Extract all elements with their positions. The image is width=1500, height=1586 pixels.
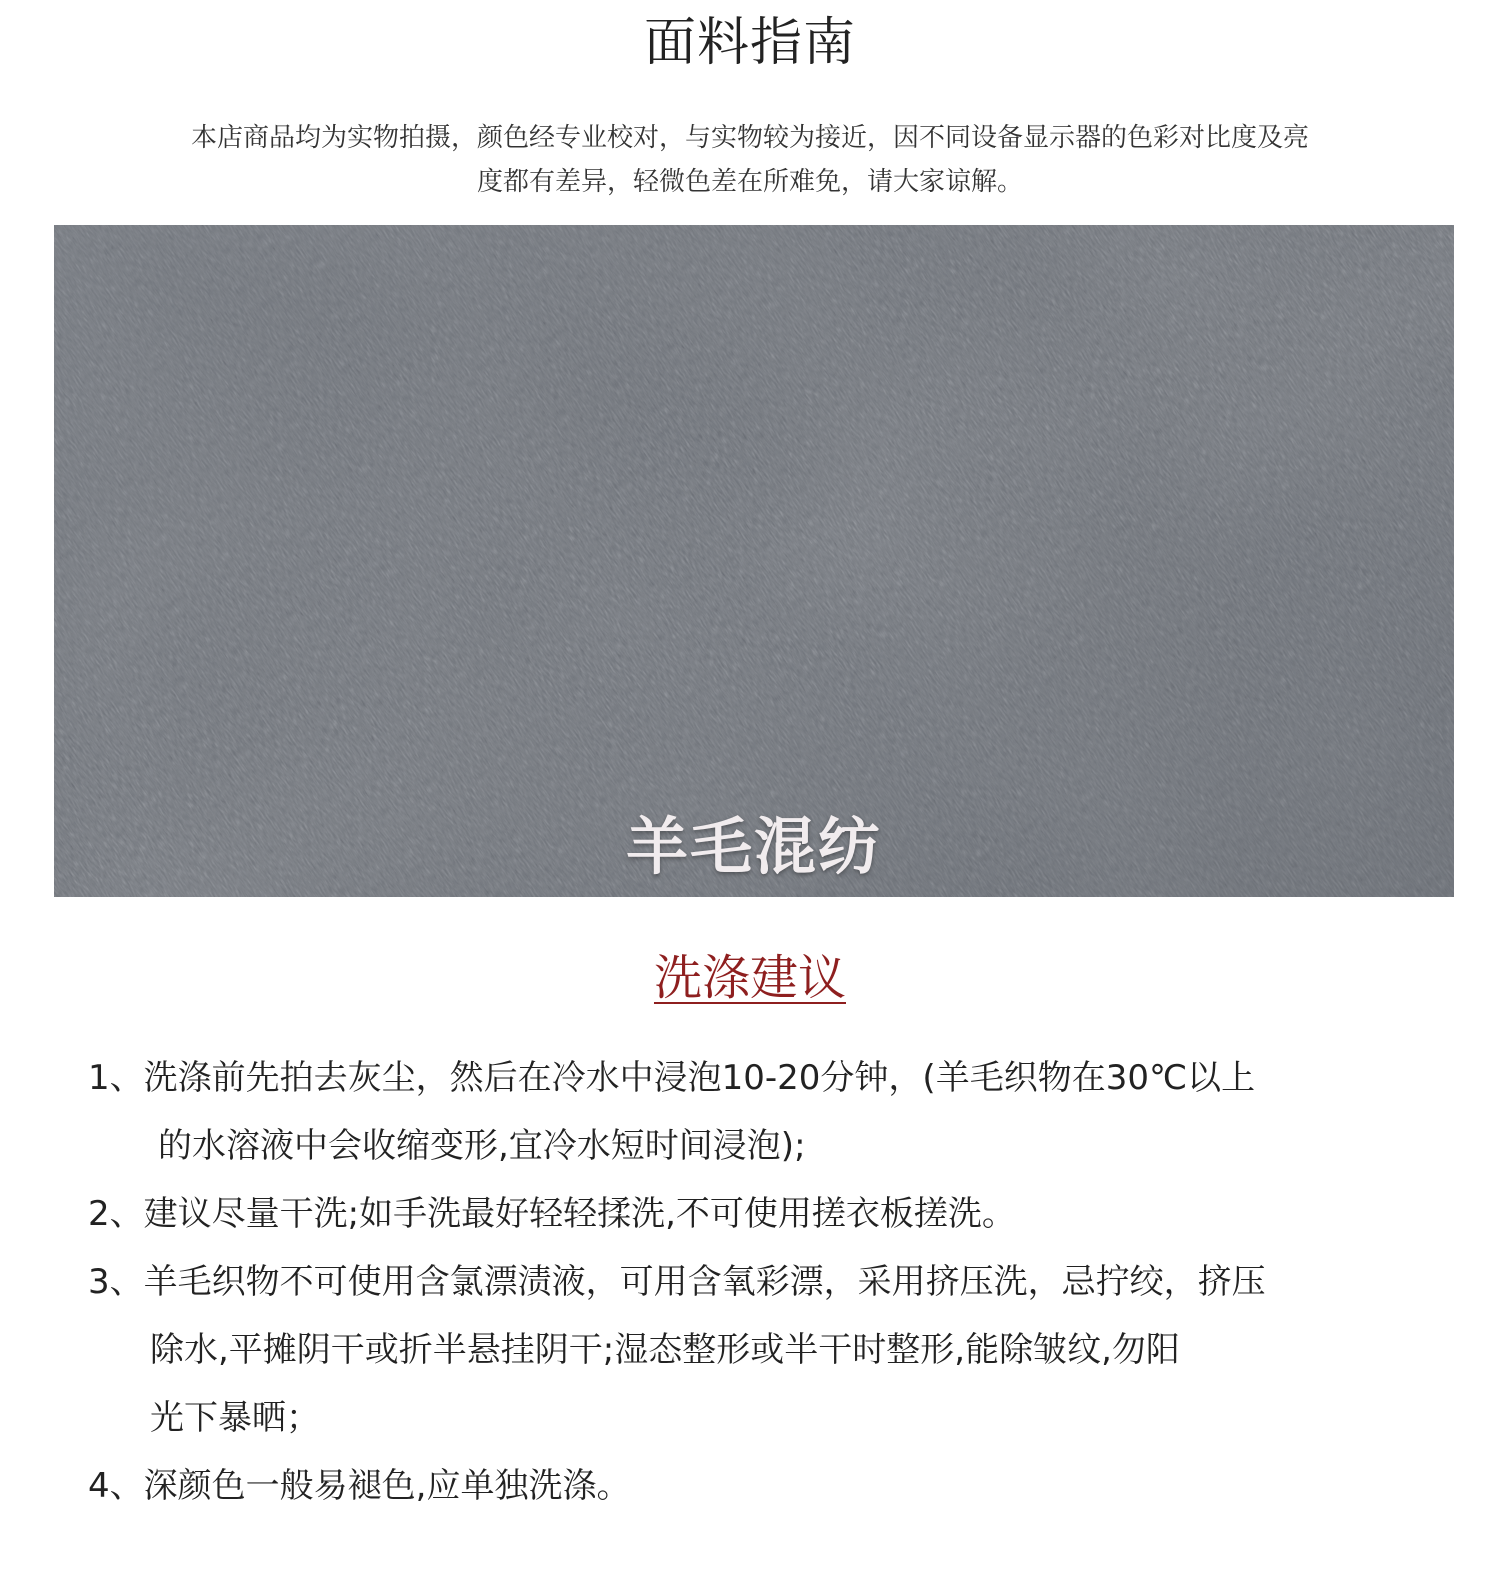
- care-section-title: [0, 946, 1500, 1010]
- fabric-swatch-image: [54, 225, 1454, 897]
- care-item-number: 4、: [88, 1466, 144, 1506]
- care-item-number: 3、: [88, 1262, 144, 1302]
- care-title-text: 洗涤建议: [653, 950, 846, 1006]
- care-item-number: 2、: [88, 1194, 144, 1234]
- care-instructions-list: [88, 1044, 1418, 1520]
- care-item-line: 羊毛织物不可使用含氯漂渍液，可用含氧彩漂，采用挤压洗，忌拧绞，挤压: [143, 1262, 1266, 1302]
- care-item-1: [88, 1044, 1418, 1180]
- intro-line-2: 度都有差异，轻微色差在所难免，请大家谅解。: [476, 167, 1023, 197]
- care-item-4: [88, 1452, 1418, 1520]
- care-item-line: 洗涤前先拍去灰尘，然后在冷水中浸泡10-20分钟，(羊毛织物在30℃以上: [143, 1058, 1256, 1098]
- intro-line-1: 本店商品均为实物拍摄，颜色经专业校对，与实物较为接近，因不同设备显示器的色彩对比度及亮: [190, 123, 1309, 153]
- care-item-line: 除水,平摊阴干或折半悬挂阴干;湿态整形或半干时整形,能除皱纹,勿阳: [150, 1330, 1180, 1370]
- care-item-2: [88, 1180, 1418, 1248]
- care-item-line: 的水溶液中会收缩变形,宜冷水短时间浸泡);: [158, 1126, 806, 1166]
- care-item-line: 光下暴晒；: [150, 1398, 320, 1438]
- fabric-label: 羊毛混纺: [625, 810, 882, 883]
- care-item-line: 深颜色一般易褪色,应单独洗涤。: [143, 1466, 631, 1506]
- page-title: 面料指南: [643, 13, 856, 73]
- care-item-3: [88, 1248, 1418, 1452]
- intro-text: [110, 116, 1390, 204]
- care-item-number: 1、: [88, 1058, 144, 1098]
- fabric-texture: [54, 225, 1454, 897]
- care-item-line: 建议尽量干洗;如手洗最好轻轻揉洗,不可使用搓衣板搓洗。: [143, 1194, 1016, 1234]
